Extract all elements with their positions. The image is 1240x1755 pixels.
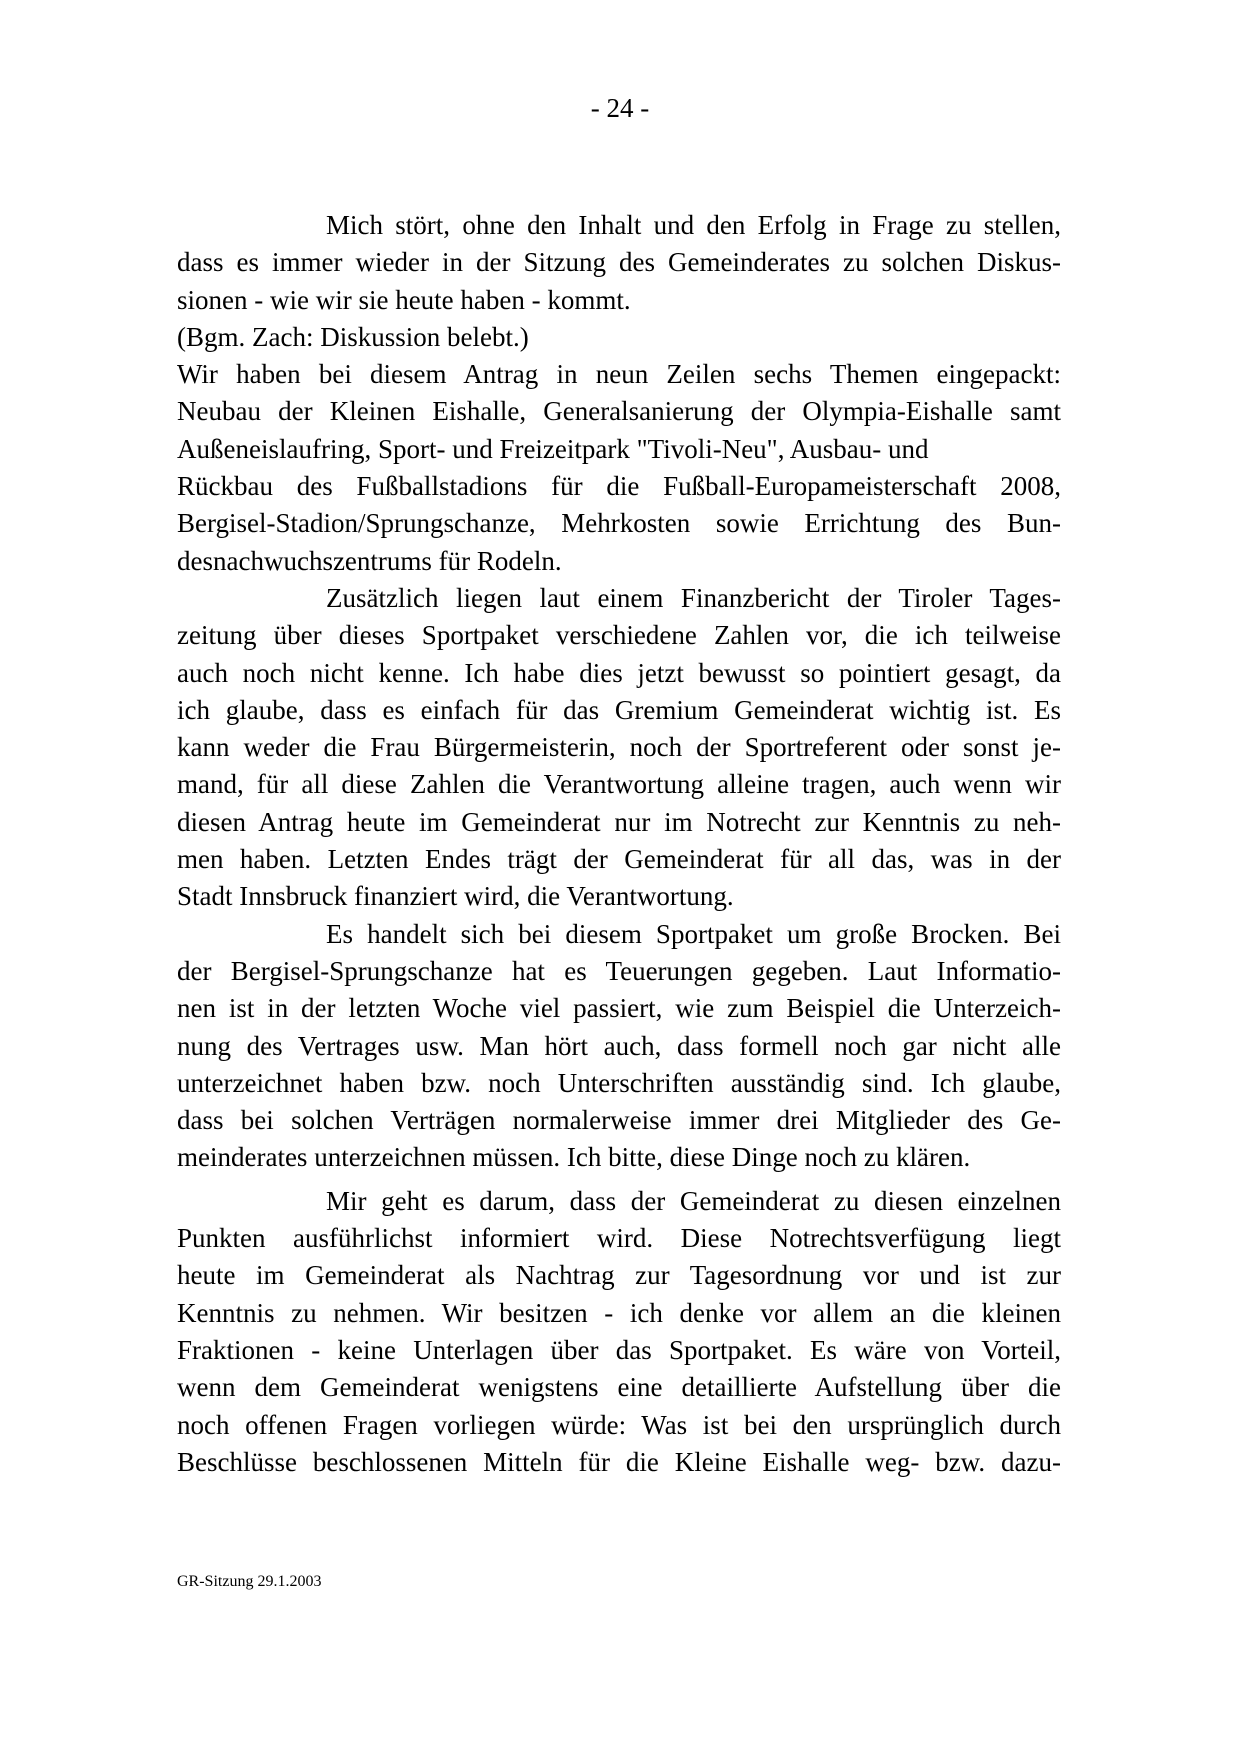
text-line: mand, für all diese Zahlen die Verantwortung alleine tragen, auch wenn wir [177,769,1061,800]
text-line: Wir haben bei diesem Antrag in neun Zeilen sechs Themen eingepackt: [177,359,1061,390]
text-line: Neubau der Kleinen Eishalle, Generalsanierung der Olympia-Eishalle samt [177,396,1061,427]
text-line: zeitung über dieses Sportpaket verschiedene Zahlen vor, die ich teilweise [177,620,1061,651]
footer-meeting-date: GR-Sitzung 29.1.2003 [177,1573,322,1590]
text-line: Außeneislaufring, Sport- und Freizeitpark "Tivoli-Neu", Ausbau- und [177,433,929,464]
text-line: Rückbau des Fußballstadions für die Fußball-Europameisterschaft 2008, [177,471,1061,502]
text-line: wenn dem Gemeinderat wenigstens eine detaillierte Aufstellung über die [177,1372,1061,1403]
text-line: nen ist in der letzten Woche viel passiert, wie zum Beispiel die Unterzeich- [177,993,1061,1024]
text-line: ich glaube, dass es einfach für das Gremium Gemeinderat wichtig ist. Es [177,694,1061,725]
document-body [177,207,1061,1481]
text-line: men haben. Letzten Endes trägt der Gemeinderat für all das, was in der [177,844,1061,875]
text-line: sionen - wie wir sie heute haben - kommt. [177,284,631,315]
text-line: nung des Vertrages usw. Man hört auch, dass formell noch gar nicht alle [177,1030,1061,1061]
text-line: Stadt Innsbruck finanziert wird, die Verantwortung. [177,881,734,912]
text-line: kann weder die Frau Bürgermeisterin, noch der Sportreferent oder sonst je- [177,732,1061,763]
text-line: Punkten ausführlichst informiert wird. Diese Notrechtsverfügung liegt [177,1223,1061,1254]
text-line: Beschlüsse beschlossenen Mitteln für die Kleine Eishalle weg- bzw. dazu- [177,1446,1061,1477]
text-line: noch offenen Fragen vorliegen würde: Was ist bei den ursprünglich durch [177,1409,1061,1440]
text-line: Es handelt sich bei diesem Sportpaket um große Brocken. Bei [326,918,1061,949]
text-line: dass es immer wieder in der Sitzung des Gemeinderates zu solchen Diskus- [177,247,1061,278]
text-line: Bergisel-Stadion/Sprungschanze, Mehrkosten sowie Errichtung des Bun- [177,508,1061,539]
interjection-line: (Bgm. Zach: Diskussion belebt.) [177,321,529,352]
text-line: auch noch nicht kenne. Ich habe dies jetzt bewusst so pointiert gesagt, da [177,657,1061,688]
text-line: Mich stört, ohne den Inhalt und den Erfolg in Frage zu stellen, [326,210,1061,240]
text-line: meinderates unterzeichnen müssen. Ich bitte, diese Dinge noch zu klären. [177,1142,971,1173]
text-line: diesen Antrag heute im Gemeinderat nur im Notrecht zur Kenntnis zu neh- [177,806,1061,837]
text-line: desnachwuchszentrums für Rodeln. [177,545,562,576]
text-line: dass bei solchen Verträgen normalerweise immer drei Mitglieder des Ge- [177,1105,1061,1136]
text-line: Mir geht es darum, dass der Gemeinderat zu diesen einzelnen [326,1185,1061,1216]
text-line: unterzeichnet haben bzw. noch Unterschriften ausständig sind. Ich glaube, [177,1067,1061,1098]
text-line: Kenntnis zu nehmen. Wir besitzen - ich denke vor allem an die kleinen [177,1297,1061,1328]
text-line: der Bergisel-Sprungschanze hat es Teuerungen gegeben. Laut Informatio- [177,955,1061,986]
text-line: Fraktionen - keine Unterlagen über das Sportpaket. Es wäre von Vorteil, [177,1334,1061,1365]
text-line: Zusätzlich liegen laut einem Finanzbericht der Tiroler Tages- [326,582,1061,613]
page-number: - 24 - [590,93,650,123]
text-line: heute im Gemeinderat als Nachtrag zur Tagesordnung vor und ist zur [177,1260,1061,1291]
